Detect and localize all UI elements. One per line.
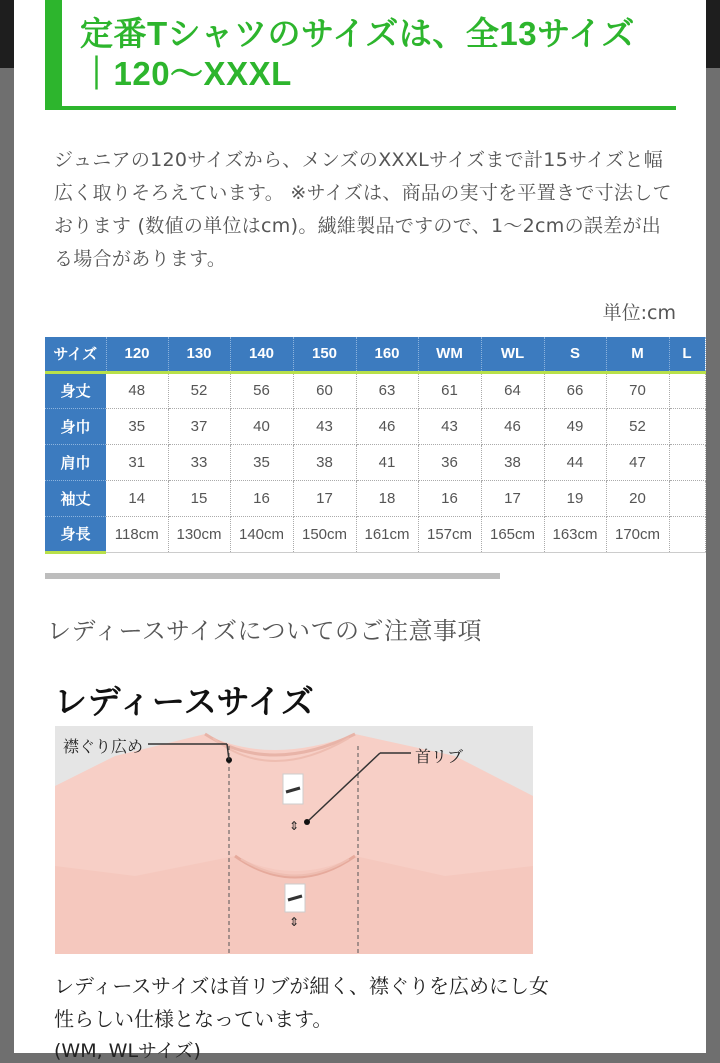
table-cell	[669, 408, 705, 444]
size-table-container[interactable]	[45, 337, 692, 563]
table-cell: 170cm	[606, 516, 669, 552]
table-cell: 17	[481, 480, 544, 516]
ladies-size-title: レディースサイズ	[54, 683, 315, 720]
table-cell	[669, 480, 705, 516]
table-row	[45, 408, 705, 444]
table-cell: 56	[230, 372, 293, 408]
table-cell: 17	[293, 480, 356, 516]
table-cell: 46	[481, 408, 544, 444]
ladies-tshirt-photo	[55, 726, 533, 954]
table-cell: 64	[481, 372, 544, 408]
table-cell: 16	[418, 480, 481, 516]
table-cell: 36	[418, 444, 481, 480]
size-col-header: 160	[356, 337, 418, 372]
table-cell: 52	[606, 408, 669, 444]
row-header: 袖丈	[45, 480, 106, 516]
table-cell: 31	[106, 444, 168, 480]
table-cell: 14	[106, 480, 168, 516]
table-cell: 161cm	[356, 516, 418, 552]
neckline-label: 襟ぐり広め	[63, 737, 144, 756]
table-cell: 66	[544, 372, 606, 408]
svg-text:⇕: ⇕	[289, 915, 300, 929]
table-cell: 44	[544, 444, 606, 480]
ladies-subnote: (WM, WLサイズ)	[54, 1040, 201, 1062]
table-cell: 49	[544, 408, 606, 444]
table-cell: 35	[230, 444, 293, 480]
table-cell: 52	[168, 372, 230, 408]
size-description: ジュニアの120サイズから、メンズのXXXLサイズまで計15サイズと幅広く取りそろえています。 ※サイズは、商品の実寸を平置きで寸法しております (数値の単位はcm)。繊維製品ですので、1〜2cmの誤差が出る場合があります。	[54, 149, 672, 270]
size-table-corner: サイズ	[45, 337, 106, 372]
table-cell: 165cm	[481, 516, 544, 552]
table-row	[45, 480, 705, 516]
table-cell: 43	[293, 408, 356, 444]
table-cell: 70	[606, 372, 669, 408]
table-cell: 63	[356, 372, 418, 408]
ladies-caption: レディースサイズは首リブが細く、襟ぐりを広めにし女性らしい仕様となっています。	[54, 974, 549, 1031]
page-title	[80, 14, 676, 94]
size-col-header: WM	[418, 337, 481, 372]
table-cell: 61	[418, 372, 481, 408]
table-cell: 40	[230, 408, 293, 444]
row-header: 身長	[45, 516, 106, 552]
table-row	[45, 444, 705, 480]
table-cell: 19	[544, 480, 606, 516]
row-header: 肩巾	[45, 444, 106, 480]
unit-label: 単位:cm	[602, 302, 676, 324]
table-cell: 46	[356, 408, 418, 444]
table-cell: 47	[606, 444, 669, 480]
background-strip-left	[0, 0, 14, 68]
table-cell: 118cm	[106, 516, 168, 552]
size-col-header: 150	[293, 337, 356, 372]
ladies-notes-heading: レディースサイズについてのご注意事項	[47, 617, 482, 645]
page-title-line1: 定番Tシャツのサイズは、全13サイズ	[80, 15, 635, 52]
page-title-line2: ｜120〜XXXL	[80, 55, 292, 92]
rib-label: 首リブ	[415, 747, 464, 766]
table-row	[45, 516, 705, 552]
table-cell: 163cm	[544, 516, 606, 552]
content-panel[interactable]	[14, 0, 706, 1062]
table-cell: 60	[293, 372, 356, 408]
table-cell: 33	[168, 444, 230, 480]
table-cell	[669, 516, 705, 552]
table-cell: 15	[168, 480, 230, 516]
size-col-header: S	[544, 337, 606, 372]
table-cell: 43	[418, 408, 481, 444]
svg-text:⇕: ⇕	[289, 819, 300, 833]
table-cell	[669, 372, 705, 408]
size-table-header-row	[45, 337, 705, 372]
table-cell: 16	[230, 480, 293, 516]
section-title-box	[45, 0, 676, 110]
size-col-header: 130	[168, 337, 230, 372]
table-cell: 48	[106, 372, 168, 408]
row-header: 身丈	[45, 372, 106, 408]
table-horizontal-scrollbar[interactable]	[45, 573, 500, 579]
size-col-header: 120	[106, 337, 168, 372]
table-cell: 20	[606, 480, 669, 516]
size-col-header: L	[669, 337, 705, 372]
size-table	[45, 337, 706, 554]
table-cell: 157cm	[418, 516, 481, 552]
table-cell: 41	[356, 444, 418, 480]
table-row	[45, 372, 705, 408]
table-cell: 18	[356, 480, 418, 516]
background-strip-right	[706, 0, 720, 68]
size-col-header: 140	[230, 337, 293, 372]
row-header: 身巾	[45, 408, 106, 444]
table-cell: 35	[106, 408, 168, 444]
size-col-header: WL	[481, 337, 544, 372]
table-cell: 38	[293, 444, 356, 480]
table-cell: 150cm	[293, 516, 356, 552]
size-col-header: M	[606, 337, 669, 372]
table-cell: 38	[481, 444, 544, 480]
table-cell: 130cm	[168, 516, 230, 552]
table-cell	[669, 444, 705, 480]
table-cell: 140cm	[230, 516, 293, 552]
table-cell: 37	[168, 408, 230, 444]
